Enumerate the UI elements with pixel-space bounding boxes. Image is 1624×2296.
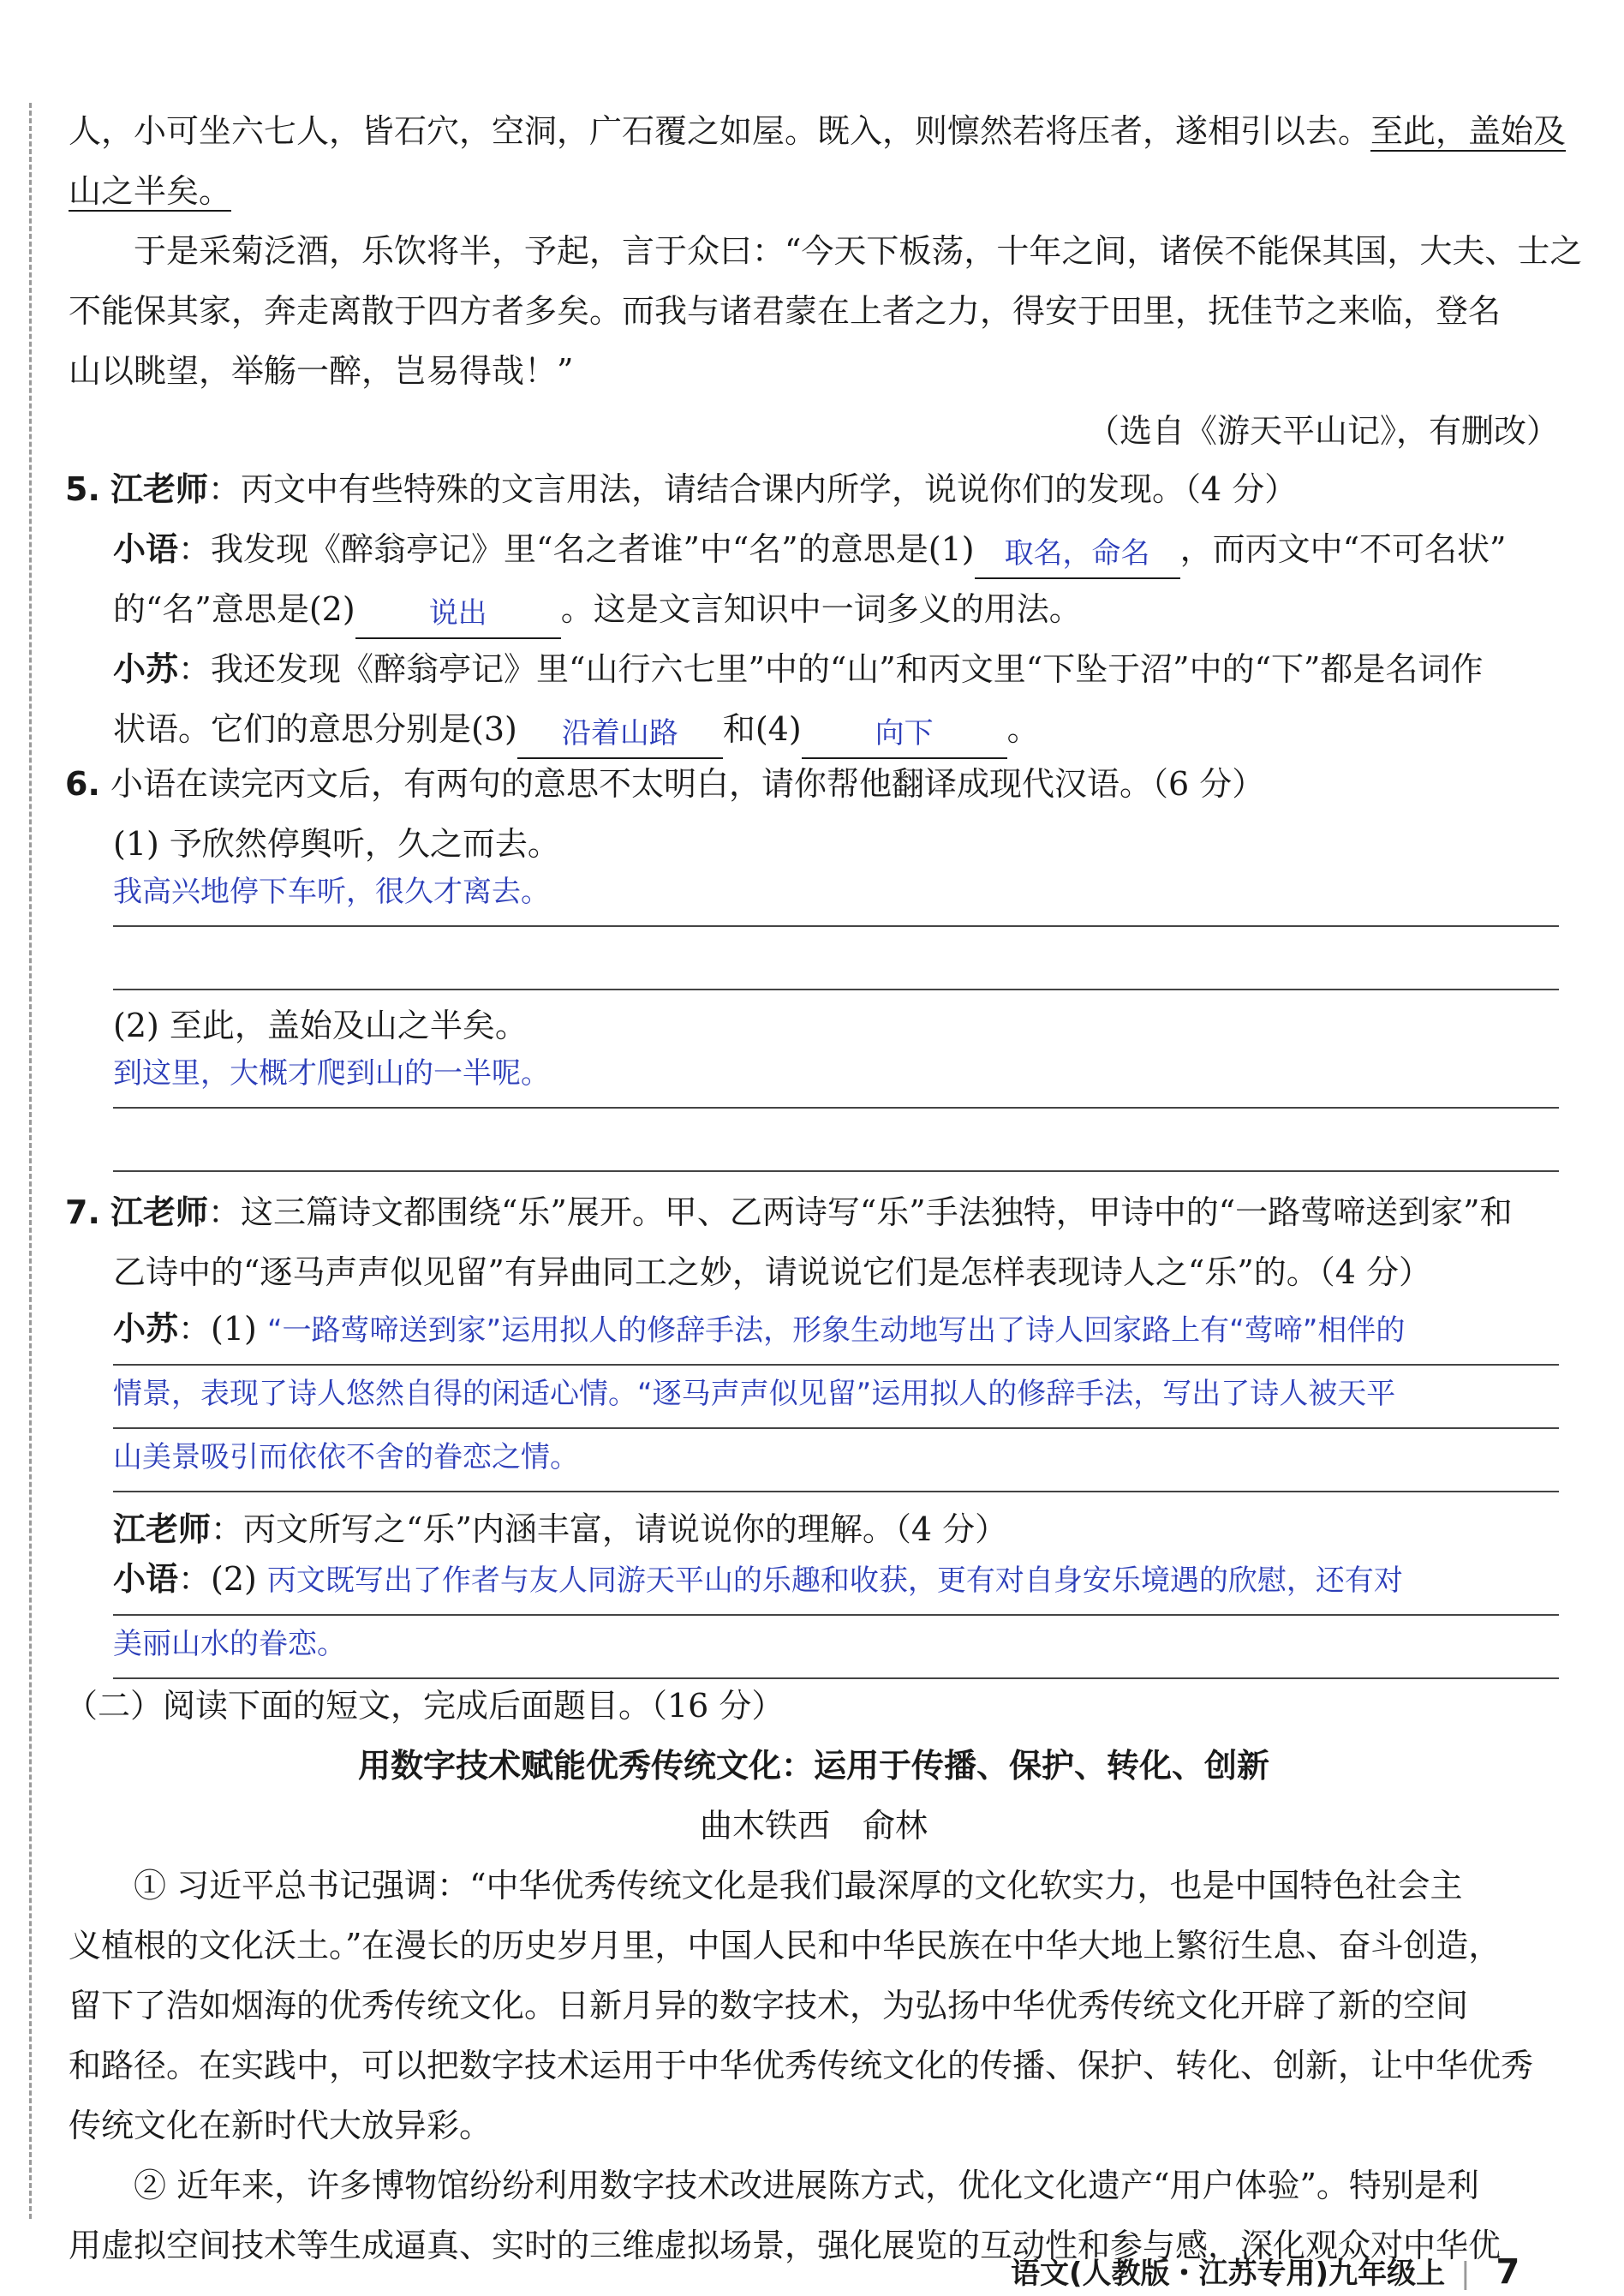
article-line: 义植根的文化沃土。”在漫长的历史岁月里，中国人民和中华民族在中华大地上繁衍生息、奋斗创造， bbox=[69, 1927, 1502, 1964]
prompt-text: ：这三篇诗文都围绕“乐”展开。甲、乙两诗写“乐”手法独特，甲诗中的“一路莺啼送到家”和 bbox=[208, 1193, 1513, 1231]
prompt-text: 的“名”意思是(2) bbox=[113, 590, 355, 628]
question-number: 7. bbox=[65, 1193, 100, 1231]
passage-source: （选自《游天平山记》，有删改） bbox=[1086, 412, 1559, 450]
answer-blank-4[interactable] bbox=[802, 713, 1007, 759]
sentence-to-translate: (1) 予欣然停舆听，久之而去。 bbox=[113, 825, 560, 863]
passage-line bbox=[69, 161, 1559, 221]
answer-line[interactable] bbox=[113, 864, 1559, 927]
question-7 bbox=[65, 1182, 1559, 1679]
prompt-text: 小语在读完丙文后，有两句的意思不太明白，请你帮他翻译成现代汉语。（6 分） bbox=[110, 765, 1265, 803]
footer-book-title: 语文(人教版・江苏专用)九年级上 bbox=[1011, 2257, 1446, 2291]
handwritten-answer: 沿着山路 bbox=[561, 716, 678, 750]
prompt-text: 状语。它们的意思分别是(3) bbox=[113, 710, 517, 748]
handwritten-answer: 到这里，大概才爬到山的一半呢。 bbox=[113, 1056, 550, 1091]
handwritten-answer: 丙文既写出了作者与友人同游天平山的乐趣和收获，更有对自身安乐境遇的欣慰，还有对 bbox=[266, 1564, 1403, 1598]
q5-xiaosu-line-1 bbox=[69, 639, 1559, 699]
footer-separator: | bbox=[1460, 2257, 1471, 2291]
page-footer bbox=[1011, 2250, 1520, 2292]
question-6-prompt bbox=[65, 754, 1559, 814]
answer-blank-1[interactable] bbox=[975, 533, 1180, 579]
q5-xiaosu-line-2 bbox=[69, 699, 1559, 759]
sentence-to-translate: (2) 至此，盖始及山之半矣。 bbox=[113, 1007, 528, 1044]
handwritten-answer: 向下 bbox=[875, 716, 934, 750]
answer-line[interactable] bbox=[113, 1616, 1559, 1679]
reading-section-2 bbox=[65, 1676, 1559, 2275]
speaker-name: 江老师 bbox=[110, 469, 208, 508]
question-number: 5. bbox=[65, 470, 100, 508]
answer-line[interactable] bbox=[113, 1045, 1559, 1109]
answer-line[interactable] bbox=[113, 1552, 1559, 1616]
speaker-name: 小语 bbox=[113, 1559, 179, 1598]
passage-text: 人，小可坐六七人，皆石穴，空洞，广石覆之如屋。既入，则懔然若将压者，遂相引以去。 bbox=[69, 112, 1371, 150]
handwritten-answer: 取名，命名 bbox=[1004, 536, 1150, 571]
handwritten-answer: 情景，表现了诗人悠然自得的闲适心情。“逐马声声似见留”运用拟人的修辞手法，写出了诗人被天平 bbox=[113, 1377, 1396, 1411]
passage-line bbox=[69, 101, 1567, 161]
prompt-text: ：我发现《醉翁亭记》里“名之者谁”中“名”的意思是(1) bbox=[178, 530, 975, 568]
prompt-text: ：我还发现《醉翁亭记》里“山行六七里”中的“山”和丙文里“下坠于沼”中的“下”都是名词作 bbox=[178, 650, 1484, 688]
section-heading: （二）阅读下面的短文，完成后面题目。（16 分） bbox=[65, 1687, 785, 1725]
question-7-prompt bbox=[65, 1182, 1559, 1242]
handwritten-answer: “一路莺啼送到家”运用拟人的修辞手法，形象生动地写出了诗人回家路上有“莺啼”相伴的 bbox=[266, 1313, 1406, 1348]
answer-line[interactable] bbox=[113, 1366, 1559, 1429]
q7-answers bbox=[69, 1302, 1559, 1679]
speaker-name: 江老师 bbox=[110, 1193, 208, 1231]
q5-xiaoyu-line-2 bbox=[69, 579, 1559, 639]
prompt-text: ：丙文所写之“乐”内涵丰富，请说说你的理解。（4 分） bbox=[211, 1510, 1008, 1548]
passage-line: 不能保其家，奔走离散于四方者多矣。而我与诸君蒙在上者之力，得安于田里，抚佳节之来临，登名 bbox=[69, 292, 1502, 330]
page-number: 7 bbox=[1496, 2252, 1520, 2292]
passage-line: 于是采菊泛酒，乐饮将半，予起，言于众曰：“今天下板荡，十年之间，诸侯不能保其国，大夫、士之 bbox=[134, 232, 1583, 270]
underlined-phrase: 至此，盖始及 bbox=[1370, 112, 1567, 150]
prompt-text: 。这是文言知识中一词多义的用法。 bbox=[560, 590, 1082, 628]
prompt-text: 和(4) bbox=[722, 710, 802, 748]
answer-line-empty[interactable] bbox=[113, 1109, 1559, 1172]
prompt-text: ，而丙文中“不可名状” bbox=[1179, 530, 1507, 568]
prompt-text: ：(2) bbox=[178, 1560, 257, 1598]
handwritten-answer: 我高兴地停下车听，很久才离去。 bbox=[113, 875, 550, 909]
prompt-text: 乙诗中的“逐马声声似见留”有异曲同工之妙，请说说它们是怎样表现诗人之“乐”的。（4 分） bbox=[113, 1253, 1431, 1291]
q6-body bbox=[69, 814, 1559, 1172]
answer-line-empty[interactable] bbox=[113, 927, 1559, 990]
question-5-prompt bbox=[65, 459, 1559, 519]
article-line: 传统文化在新时代大放异彩。 bbox=[69, 2107, 493, 2144]
article-line: ② 近年来，许多博物馆纷纷利用数字技术改进展陈方式，优化文化遗产“用户体验”。特别是利 bbox=[134, 2167, 1479, 2204]
article-line: 和路径。在实践中，可以把数字技术运用于中华优秀传统文化的传播、保护、转化、创新，让中华优秀 bbox=[69, 2047, 1534, 2084]
speaker-name: 小苏 bbox=[113, 649, 179, 688]
binding-dashed-line bbox=[29, 103, 32, 2219]
answer-line[interactable] bbox=[113, 1302, 1559, 1366]
article-line: 用虚拟空间技术等生成逼真、实时的三维虚拟场景，强化展览的互动性和参与感，深化观众对中华优 bbox=[69, 2227, 1502, 2264]
q5-xiaoyu-line-1 bbox=[69, 519, 1559, 579]
speaker-name: 江老师 bbox=[113, 1510, 212, 1548]
answer-blank-2[interactable] bbox=[355, 593, 561, 639]
article-line: 留下了浩如烟海的优秀传统文化。日新月异的数字技术，为弘扬中华优秀传统文化开辟了新的空间 bbox=[69, 1987, 1469, 2024]
q7-prompt-2 bbox=[113, 1499, 1559, 1559]
answer-blank-3[interactable] bbox=[517, 713, 723, 759]
prompt-text: ：丙文中有些特殊的文言用法，请结合课内所学，说说你们的发现。（4 分） bbox=[208, 470, 1298, 508]
speaker-name: 小语 bbox=[113, 529, 179, 568]
underlined-phrase: 山之半矣。 bbox=[69, 172, 232, 210]
handwritten-answer: 说出 bbox=[428, 596, 487, 631]
handwritten-answer: 山美景吸引而依依不舍的眷恋之情。 bbox=[113, 1440, 579, 1474]
answer-line[interactable] bbox=[113, 1429, 1559, 1492]
prompt-text: 。 bbox=[1006, 710, 1040, 748]
passage-tail bbox=[69, 101, 1583, 461]
question-number: 6. bbox=[65, 765, 100, 803]
prompt-text: ：(1) bbox=[178, 1310, 257, 1348]
speaker-name: 小苏 bbox=[113, 1309, 179, 1348]
passage-line: 山以眺望，举觞一醉，岂易得哉！” bbox=[69, 352, 574, 390]
question-5 bbox=[65, 459, 1559, 759]
article-authors: 曲木铁西 俞林 bbox=[699, 1807, 928, 1845]
article-line: ① 习近平总书记强调：“中华优秀传统文化是我们最深厚的文化软实力，也是中国特色社会主 bbox=[134, 1867, 1463, 1904]
question-6 bbox=[65, 754, 1559, 1172]
article-title: 用数字技术赋能优秀传统文化：运用于传播、保护、转化、创新 bbox=[357, 1747, 1269, 1785]
handwritten-answer: 美丽山水的眷恋。 bbox=[113, 1627, 346, 1661]
